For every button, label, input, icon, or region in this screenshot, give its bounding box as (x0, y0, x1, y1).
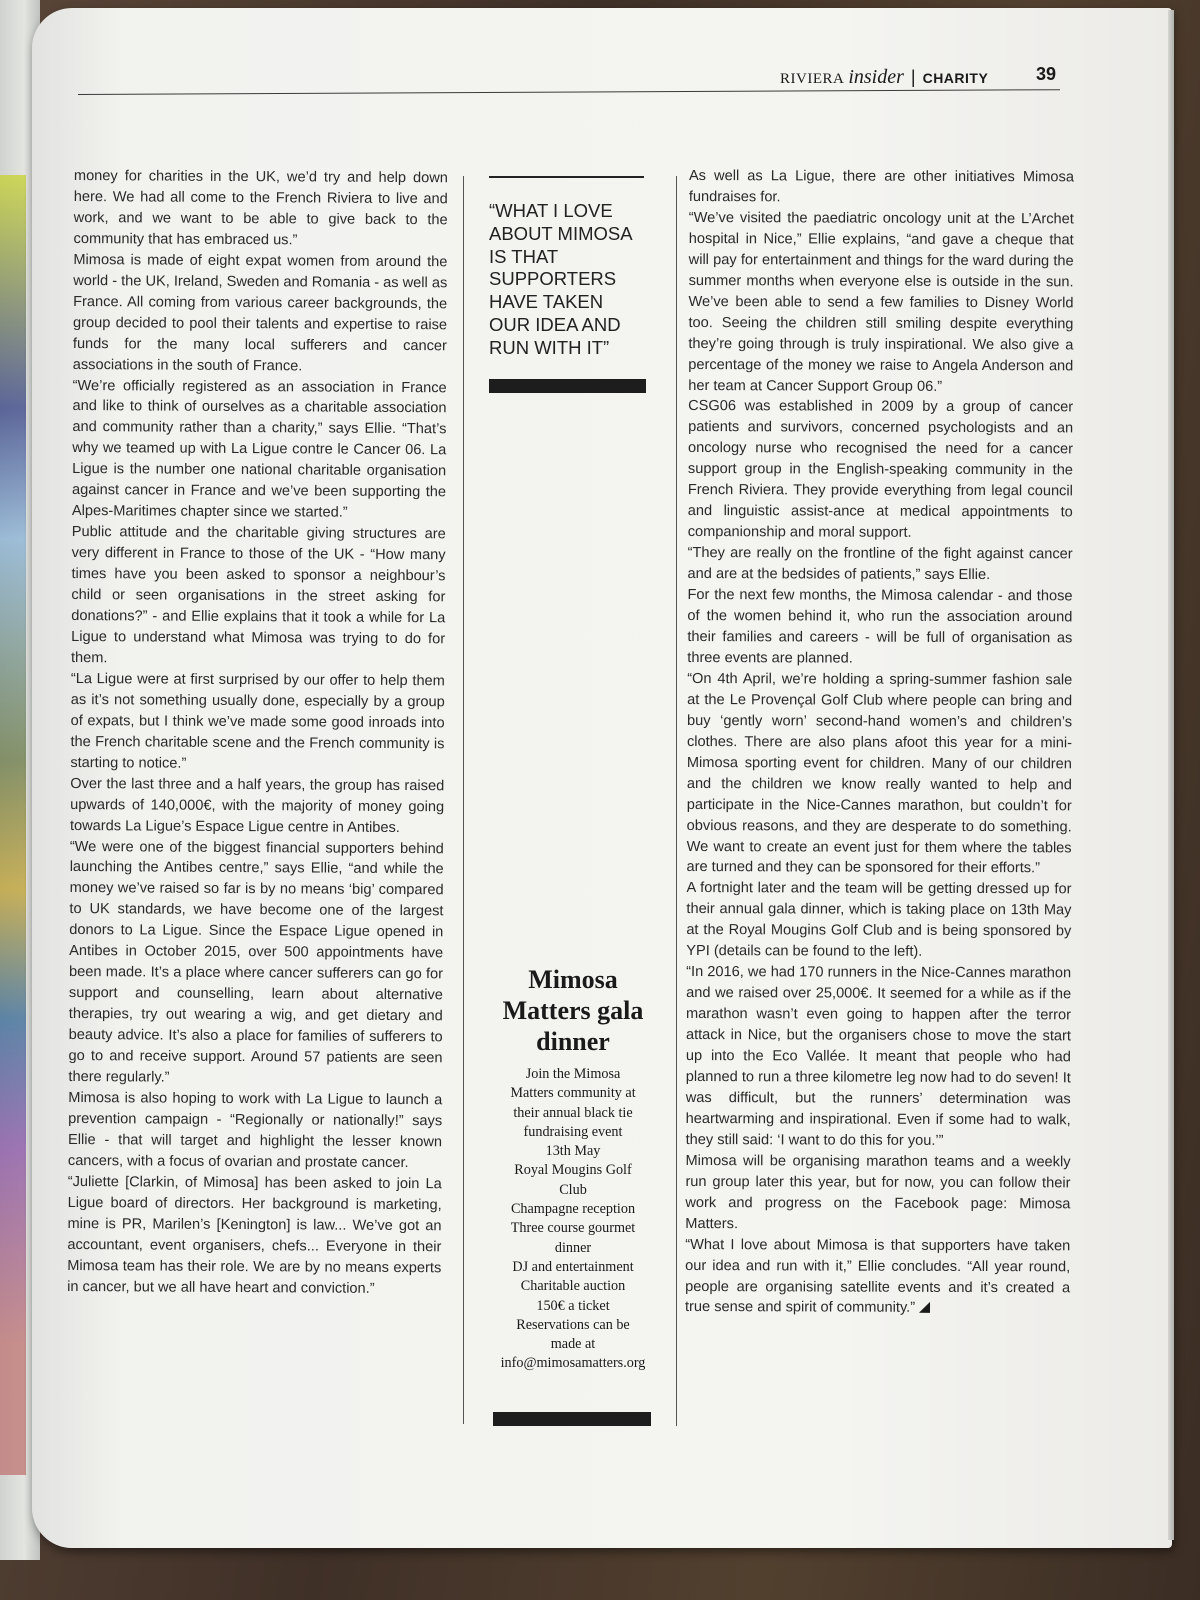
body-paragraph: “We were one of the biggest financial supporters behind launching the Antibes centre,” says Ellie, “and while the money we’ve raised so far is by no means ‘big’ compared to UK standards, we have become one of the largest donors to La Ligue. Since the Espace Ligue opened in Antibes in October 2015, over 500 appointments have been made. It’s a place where cancer sufferers can go for support and counselling, learn about alternative therapies, try out wearing a wig, and get dietary and beauty advice. It’s also a place for families of sufferers to go to and receive support. Around 57 patients are seen there regularly.” (68, 838, 444, 1086)
pull-quote: “WHAT I LOVE ABOUT MIMOSA IS THAT SUPPORTERS HAVE TAKEN OUR IDEA AND RUN WITH IT” (489, 200, 632, 358)
event-line: their annual black tie (513, 1104, 633, 1121)
event-line: Three course gourmet (510, 1220, 636, 1237)
column-divider (463, 176, 464, 1424)
body-paragraph: Over the last three and a half years, the group has raised upwards of 140,000€, with the majority of money going towards La Ligue’s Espace Ligue centre in Antibes. (69, 775, 445, 836)
body-paragraph: “La Ligue were at first surprised by our offer to help them as it’s not something usually done, especially by a group of expats, but I think we’ve made some good inroads into the French charitable scene and the French community is starting to notice.” (70, 670, 445, 772)
previous-page-advert-strip (0, 175, 26, 1475)
page-stack-edge (1168, 10, 1174, 1540)
body-paragraph: money for charities in the UK, we’d try and help down here. We had all come to the French Riviera to live and work, and we want to be able to give back to the community that has embraced us.” (73, 167, 448, 249)
event-line: made at (550, 1336, 596, 1353)
final-paragraph (685, 1235, 1070, 1320)
left-column (67, 166, 448, 1300)
event-line: Join the Mimosa (525, 1066, 621, 1082)
event-box (488, 964, 658, 1374)
column-divider (676, 176, 677, 1426)
event-line: Reservations can be (516, 1316, 630, 1333)
event-line: DJ and entertainment (512, 1258, 634, 1275)
body-paragraph: “We’re officially registered as an association in France and like to think of ourselves as a charitable association and community rather than a charity,” says Ellie. “That’s why we teamed up with La Ligue contre le Cancer 06. La Ligue is the number one national charitable organisation against cancer in France and we’ve been supporting the Alpes-Maritimes chapter since we started.” (71, 377, 447, 521)
body-paragraph: “On 4th April, we’re holding a spring-summer fashion sale at the Le Provençal Golf Club where people can bring and buy ‘gently worn’ second-hand women’s and children’s clothes. There are also plans afoot this year for a mini-Mimosa sporting event for children. Many of our children and the children we know really wanted to help and participate in the Nice-Cannes marathon, but couldn’t for obvious reasons, and they are desperate to do something. We want to create an event just for them where the tables are turned and they can be sponsored for their efforts.” (686, 670, 1073, 877)
event-venue: Club (559, 1181, 587, 1198)
event-line: fundraising event (523, 1123, 623, 1140)
event-box-bar (493, 1412, 651, 1426)
body-paragraph: Public attitude and the charitable giving structures are very different in France to those of the UK - “How many times have you been asked to sponsor a neighbour’s child or seen organisations in the street asking for donations?” - and Ellie explains that it took a while for La Ligue to understand what Mimosa was trying to do for them. (70, 524, 446, 667)
end-of-article-icon (919, 1302, 930, 1313)
event-price: 150€ a ticket (536, 1297, 610, 1314)
right-column (685, 166, 1074, 1320)
body-paragraph: “In 2016, we had 170 runners in the Nice-Cannes marathon and we raised over 25,000€. It seemed for a while as if the marathon wasn’t even going to happen after the terror attack in Nice, but the organisers chose to move the start up into the Eco Vallée. It meant that people who had planned to run a three kilometre leg now had to do seven! It was difficult, but the runners’ determination was heartwarming and inspirational. Even if some had to walk, they still said: ‘I want to do this for you.’” (685, 964, 1072, 1149)
pull-quote-top-rule (489, 176, 644, 178)
body-paragraph: “We’ve visited the paediatric oncology unit at the L’Archet hospital in Nice,” Ellie explains, “and gave a cheque that will pay for entertainment and things for the ward during the summer months when everyone else is outside in the sun. We’ve been able to send a few families to Disney World too. Seeing the children still smiling despite everything they’re going through is truly inspirational. We also give a percentage of the money we raise to Angela Anderson and her team at Cancer Support Group 06.” (688, 209, 1074, 395)
event-line: Matters community at (510, 1085, 636, 1102)
page-number: 39 (1036, 64, 1057, 84)
brand-insider: insider (848, 66, 904, 88)
body-paragraph: “Juliette [Clarkin, of Mimosa] has been asked to join La Ligue board of directors. Her background is marketing, mine is PR, Marilen’s [Kenington] is law... We’ve got an accountant, event organisers, chefs... Everyone in their Mimosa team has their role. We are by no means experts in cancer, but we all have heart and conviction.” (67, 1173, 442, 1297)
body-paragraph: For the next few months, the Mimosa calendar - and those of the women behind it, who run the association around their families and careers - will be full of organisation as three events are planned. (687, 587, 1073, 667)
body-paragraph: As well as La Ligue, there are other initiatives Mimosa fundraises for. (688, 167, 1074, 206)
event-email: info@mimosamatters.org (500, 1355, 646, 1372)
running-head (780, 66, 988, 89)
pull-quote-bar (489, 379, 646, 393)
body-paragraph-text: “What I love about Mimosa is that supporters have taken our idea and run with it,” Ellie concludes. “All year round, people are organising satellite events and it’s created a true sense and spirit of community.” (684, 1236, 1071, 1317)
body-paragraph: Mimosa is made of eight expat women from around the world - the UK, Ireland, Sweden and Romania - as well as France. All coming from various career backgrounds, the group decided to pool their talents and expertise to raise funds for the many local sufferers and cancer associations in the south of France. (72, 251, 448, 374)
body-paragraph: “They are really on the frontline of the fight against cancer and are at the bedsides of patients,” says Ellie. (687, 545, 1073, 584)
body-paragraph: Mimosa will be organising marathon teams and a weekly run group later this year, but for now, you can follow their work and progress on the Facebook page: Mimosa Matters. (685, 1152, 1071, 1232)
running-head-separator: | (910, 67, 916, 87)
event-line: dinner (554, 1239, 592, 1256)
event-line: Champagne reception (510, 1201, 636, 1218)
event-title: Mimosa Matters gala dinner (502, 965, 644, 1056)
section-label: CHARITY (922, 70, 989, 86)
event-venue: Royal Mougins Golf (514, 1162, 632, 1179)
body-paragraph: Mimosa is also hoping to work with La Ligue to launch a prevention campaign - “Regionally or nationally!” says Ellie - that will target and highlight the lesser known cancers, with a focus of ovarian and prostate cancer. (67, 1089, 443, 1171)
body-paragraph: A fortnight later and the team will be getting dressed up for their annual gala dinner, which is taking place on 13th May at the Royal Mougins Golf Club and is being sponsored by YPI (details can be found to the left). (686, 880, 1072, 961)
body-paragraph: CSG06 was established in 2009 by a group of cancer patients and survivors, concerned psychologists and an oncology nurse who recognised the need for a cancer support group in the English-speaking community in the French Riviera. They provide everything from legal council and linguistic assist-ance at medical appointments to companionship and moral support. (687, 398, 1074, 541)
event-date: 13th May (545, 1143, 601, 1160)
brand-riviera: RIVIERA (780, 71, 845, 87)
event-line: Charitable auction (520, 1278, 626, 1295)
